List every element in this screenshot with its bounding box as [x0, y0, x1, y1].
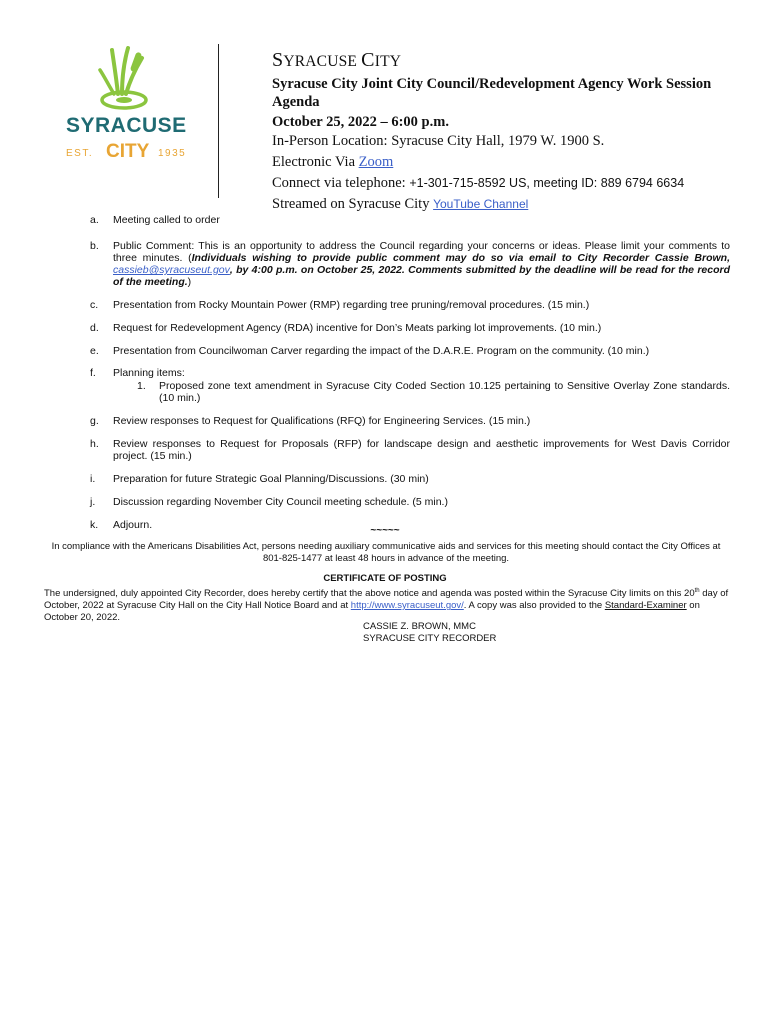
agenda-items — [90, 214, 730, 540]
logo-est-label: EST. — [66, 148, 94, 159]
signer-title: SYRACUSE CITY RECORDER — [363, 632, 497, 644]
meeting-date: October 25, 2022 – 6:00 p.m. — [272, 114, 449, 130]
logo-city-label: CITY — [106, 141, 150, 162]
signature-block — [363, 621, 496, 644]
agenda-item-b: b. Public Comment: This is an opportunity to address the Council regarding your concerns or ideas. Please limit your comments to three minutes. (Individuals wishing to provide public comment may do so via email to City Recorder Cassie Brown, cassieb@syracuseut.gov, by 4:00 p.m. on October 25, 2022. Comments submitted by the deadline will be read for the record of the meeting.) — [90, 240, 730, 288]
agenda-item-g: g. Review responses to Request for Qualifications (RFQ) for Engineering Services. (15 min.) — [90, 415, 531, 427]
certificate-title: CERTIFICATE OF POSTING — [323, 573, 447, 584]
logo-wordmark: SYRACUSE — [66, 114, 187, 137]
certificate-body: The undersigned, duly appointed City Recorder, does hereby certify that the above notice and agenda was posted within the Syracuse City limits on this 20th day of October, 2022 at Syracuse City Hall on the City Hall Notice Board and at http://www.syracuseut.gov/. A copy was also provided to the Standard-Examiner on October 20, 2022. — [44, 588, 729, 624]
agenda-item-f: f. Planning items: 1. Proposed zone text amendment in Syracuse City Coded Section 10.125 pertaining to Sensitive Overlay Zone standards. (10 min.) — [90, 367, 730, 404]
header-divider — [218, 44, 219, 198]
email-link[interactable]: cassieb@syracuseut.gov — [113, 264, 230, 276]
agenda-item-d: d. Request for Redevelopment Agency (RDA) incentive for Don’s Meats parking lot improvements. (10 min.) — [90, 322, 602, 334]
planning-sub-item-1: 1. Proposed zone text amendment in Syracuse City Coded Section 10.125 pertaining to Sensitive Overlay Zone standards. (10 min.) — [137, 380, 730, 404]
agenda-item-e: e. Presentation from Councilwoman Carver regarding the impact of the D.A.R.E. Program on the community. (10 min.) — [90, 345, 650, 357]
logo-year: 1935 — [158, 148, 187, 159]
section-separator: ~~~~~ — [370, 525, 400, 536]
agenda-item-i: i. Preparation for future Strategic Goal Planning/Discussions. (30 min) — [90, 473, 429, 485]
youtube-channel-link[interactable]: YouTube Channel — [433, 197, 529, 211]
meeting-location: In-Person Location: Syracuse City Hall, 1979 W. 1900 S. — [272, 133, 605, 149]
agenda-item-c: c. Presentation from Rocky Mountain Power (RMP) regarding tree pruning/removal procedures. (15 min.) — [90, 299, 590, 311]
electronic-access: Electronic Via Zoom — [272, 154, 394, 170]
city-website-link[interactable]: http://www.syracuseut.gov/ — [350, 600, 464, 612]
agenda-item-a: a. Meeting called to order — [90, 214, 220, 226]
agenda-item-h: h. Review responses to Request for Proposals (RFP) for landscape design and aesthetic improvements for West Davis Corridor project. (15 min.) — [90, 438, 730, 462]
agenda-item-k: k. Adjourn. — [90, 519, 153, 531]
ada-notice: In compliance with the Americans Disabilities Act, persons needing auxiliary communicative aids and services for this meeting should contact the City Offices at 801-825-1477 at least 48 hours in advance of the meeting. — [51, 541, 721, 564]
newspaper-name: Standard-Examiner — [604, 600, 687, 612]
meeting-title: Syracuse City Joint City Council/Redevelopment Agency Work Session Agenda — [272, 76, 712, 110]
zoom-link[interactable]: Zoom — [358, 154, 394, 170]
cattail-logo-icon — [62, 46, 194, 164]
city-name: SYRACUSE CITY — [272, 49, 402, 71]
agenda-item-j: j. Discussion regarding November City Council meeting schedule. (5 min.) — [90, 496, 448, 508]
syracuse-city-logo — [62, 46, 194, 164]
signer-name: CASSIE Z. BROWN, MMC — [363, 621, 476, 632]
stream-access: Streamed on Syracuse City YouTube Channel — [272, 196, 529, 212]
agenda-header — [272, 48, 742, 215]
phone-access: Connect via telephone: +1-301-715-8592 US, meeting ID: 889 6794 6634 — [272, 175, 685, 191]
